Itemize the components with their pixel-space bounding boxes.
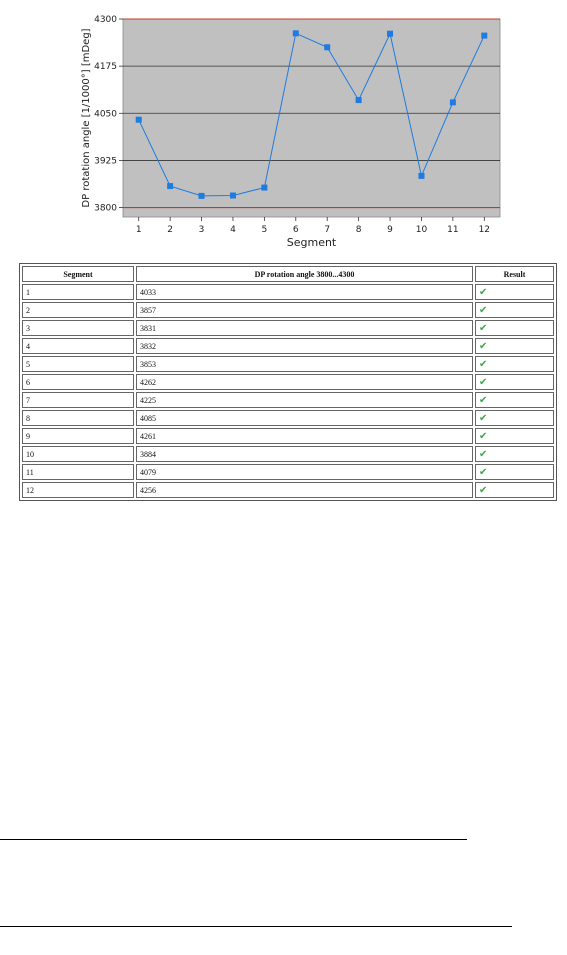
x-tick-label: 5 [261, 225, 268, 235]
check-icon: ✔ [479, 286, 488, 298]
cell-angle: 4262 [136, 374, 473, 390]
check-icon: ✔ [479, 394, 488, 406]
cell-segment: 9 [22, 428, 134, 444]
y-tick-label: 3925 [94, 156, 117, 167]
cell-segment: 6 [22, 374, 134, 390]
x-tick-label: 6 [292, 225, 299, 235]
cell-angle: 4033 [136, 284, 473, 300]
check-icon: ✔ [479, 376, 488, 388]
data-point [387, 31, 393, 37]
y-tick-label: 4175 [94, 62, 117, 73]
cell-result [475, 446, 554, 462]
x-tick-label: 7 [324, 225, 331, 235]
check-icon: ✔ [479, 466, 488, 478]
cell-segment: 2 [22, 302, 134, 318]
cell-angle: 4085 [136, 410, 473, 426]
cell-result [475, 284, 554, 300]
data-point [167, 183, 173, 189]
x-tick-label: 9 [387, 225, 393, 235]
check-icon: ✔ [479, 412, 488, 424]
x-tick-label: 1 [135, 225, 142, 235]
x-tick-label: 4 [230, 225, 236, 235]
table-row [22, 356, 554, 372]
table-row [22, 338, 554, 354]
cell-angle: 4079 [136, 464, 473, 480]
cell-result [475, 410, 554, 426]
cell-result [475, 320, 554, 336]
cell-segment: 3 [22, 320, 134, 336]
header-result: Result [475, 266, 554, 282]
cell-result [475, 374, 554, 390]
table-row [22, 428, 554, 444]
cell-result [475, 302, 554, 318]
signature-line-1 [0, 839, 467, 840]
header-angle: DP rotation angle 3800...4300 [136, 266, 473, 282]
cell-segment: 7 [22, 392, 134, 408]
cell-angle: 4256 [136, 482, 473, 498]
check-icon: ✔ [479, 448, 488, 460]
cell-angle: 4261 [136, 428, 473, 444]
y-tick-label: 4300 [94, 15, 117, 25]
data-point [199, 193, 205, 199]
table-row [22, 392, 554, 408]
data-point [450, 99, 456, 105]
cell-segment: 1 [22, 284, 134, 300]
x-tick-label: 8 [355, 225, 362, 235]
x-tick-label: 2 [167, 225, 173, 235]
cell-angle: 3857 [136, 302, 473, 318]
cell-angle: 3884 [136, 446, 473, 462]
x-tick-label: 12 [478, 225, 491, 235]
check-icon: ✔ [479, 358, 488, 370]
cell-result [475, 338, 554, 354]
cell-angle: 3832 [136, 338, 473, 354]
check-icon: ✔ [479, 340, 488, 352]
cell-segment: 10 [22, 446, 134, 462]
data-point [261, 185, 267, 191]
x-tick-label: 10 [415, 225, 428, 235]
data-point [481, 33, 487, 39]
table-row [22, 482, 554, 498]
cell-angle: 3831 [136, 320, 473, 336]
cell-result [475, 464, 554, 480]
x-tick-label: 3 [198, 225, 205, 235]
chart [0, 0, 567, 258]
data-point [356, 97, 362, 103]
x-tick-label: 11 [447, 225, 459, 235]
cell-angle: 4225 [136, 392, 473, 408]
data-point [136, 117, 142, 123]
table-row [22, 446, 554, 462]
data-point [293, 30, 299, 36]
check-icon: ✔ [479, 322, 488, 334]
table-row [22, 284, 554, 300]
table-header-row [22, 266, 554, 282]
results-table-container [19, 263, 557, 501]
check-icon: ✔ [479, 304, 488, 316]
data-point [418, 173, 424, 179]
cell-result [475, 392, 554, 408]
cell-result [475, 428, 554, 444]
data-point [230, 193, 236, 199]
cell-segment: 5 [22, 356, 134, 372]
y-tick-label: 4050 [94, 109, 117, 120]
cell-result [475, 356, 554, 372]
table-row [22, 464, 554, 480]
plot-area [123, 19, 500, 217]
x-axis-label: Segment [286, 236, 337, 249]
signature-line-2 [0, 926, 512, 927]
y-axis-label: DP rotation angle [1/1000°] [mDeg] [81, 28, 92, 208]
check-icon: ✔ [479, 484, 488, 496]
table-row [22, 410, 554, 426]
cell-segment: 4 [22, 338, 134, 354]
data-point [324, 44, 330, 50]
table-row [22, 302, 554, 318]
table-body [22, 284, 554, 498]
header-segment: Segment [22, 266, 134, 282]
cell-segment: 12 [22, 482, 134, 498]
results-table [19, 263, 557, 501]
table-row [22, 320, 554, 336]
check-icon: ✔ [479, 430, 488, 442]
cell-angle: 3853 [136, 356, 473, 372]
table-row [22, 374, 554, 390]
cell-segment: 11 [22, 464, 134, 480]
cell-result [475, 482, 554, 498]
line-chart [0, 0, 567, 258]
y-tick-label: 3800 [94, 203, 117, 214]
cell-segment: 8 [22, 410, 134, 426]
